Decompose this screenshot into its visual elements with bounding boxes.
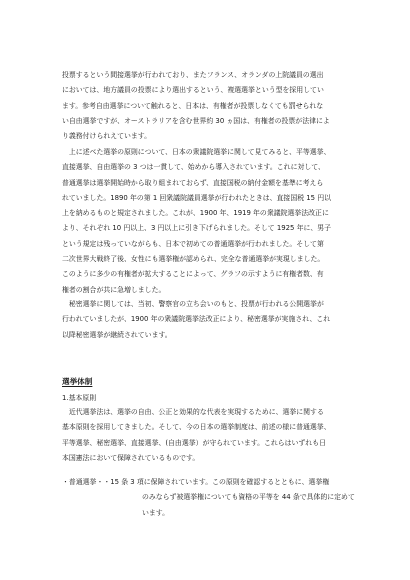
text-line: 二次世界大戦終了後、女性にも選挙権が認められ、完全な普通選挙が実現しました。 xyxy=(62,255,325,264)
text-line: 本国憲法において保障されているものです。 xyxy=(62,453,200,462)
text-line: 投票するという間接選挙が行われており、またフランス、オランダの上院議員の選出 xyxy=(62,71,324,79)
text-line: 権者の割合が共に急増しました。 xyxy=(62,285,166,294)
text-line: ・普通選挙・・15 条 3 項に保障されています。この原則を確認するとともに、選挙権 xyxy=(62,478,330,486)
text-line: い自由選挙ですが、オーストラリアを含む世界約 30 ヵ国は、有権者の投票が法律によ xyxy=(62,116,330,125)
text-line: 上を納めるものと規定されました。これが、1900 年、1919 年の衆議院選挙法改正に xyxy=(62,209,329,218)
text-line: 基本原則を採用してきました。そして、今の日本の選挙制度は、前述の様に普通選挙、 xyxy=(62,423,331,432)
paragraph-secret-ballot xyxy=(62,297,352,343)
text-line: 行われていましたが、1900 年の衆議院選挙法改正により、秘密選挙が実施され、これ xyxy=(62,315,331,324)
subsection-heading: 1.基本原則 xyxy=(62,394,97,402)
paragraph-japan-election-history xyxy=(62,145,352,298)
text-line: 秘密選挙に関しては、当初、警察官の立ち会いのもと、投票が行われる公開選挙が xyxy=(62,300,324,308)
section-heading: 選挙体制 xyxy=(62,377,93,386)
text-line: ます。参考自由選挙について触れると、日本は、有権者が投票しなくても罰せられな xyxy=(62,101,324,110)
text-line: という規定は残っていながらも、日本で初めての普通選挙が行われました。そして第 xyxy=(62,239,324,248)
text-line: においては、地方議員の投票により選出するという、複選選挙という型を採用してい xyxy=(62,86,324,95)
text-line: 直接選挙、自由選挙の 3 つは一貫して、始めから導入されています。これに対して、 xyxy=(62,163,325,172)
text-line: 平等選挙、秘密選挙、直接選挙、(自由選挙）が守られています。これらはいずれも日 xyxy=(62,438,326,447)
text-line: のみならず被選挙権についても資格の平等を 44 条で具体的に定めて xyxy=(142,493,355,502)
bullet-universal-suffrage xyxy=(62,475,362,521)
text-line: このように多少の有権者が拡大することによって、グラフの示すように有権者数、有 xyxy=(62,270,324,279)
paragraph-basic-principles xyxy=(62,405,352,466)
text-line: れていました。1890 年の第 1 回衆議院議員選挙が行われたときは、直接国税 15 円以 xyxy=(62,193,332,202)
text-line: より、それぞれ 10 円以上、3 円以上に引き下げられました。そして 1925 年に、男子 xyxy=(62,224,332,233)
paragraph-indirect-elections xyxy=(62,68,352,144)
text-line: 近代選挙法は、選挙の自由、公正と効果的な代表を実現するために、選挙に関する xyxy=(62,408,324,416)
text-line: 以降秘密選挙が継続されています。 xyxy=(62,330,172,339)
text-line: 上に述べた選挙の原則について、日本の衆議院選挙に関して見てみると、平等選挙、 xyxy=(62,148,331,156)
text-line: り義務付けられえています。 xyxy=(62,132,152,141)
text-line: います。 xyxy=(142,508,170,517)
text-line: 普通選挙は選挙開始時から取り組まれておらず、直接国税の納付金額を基準に考えら xyxy=(62,178,324,187)
